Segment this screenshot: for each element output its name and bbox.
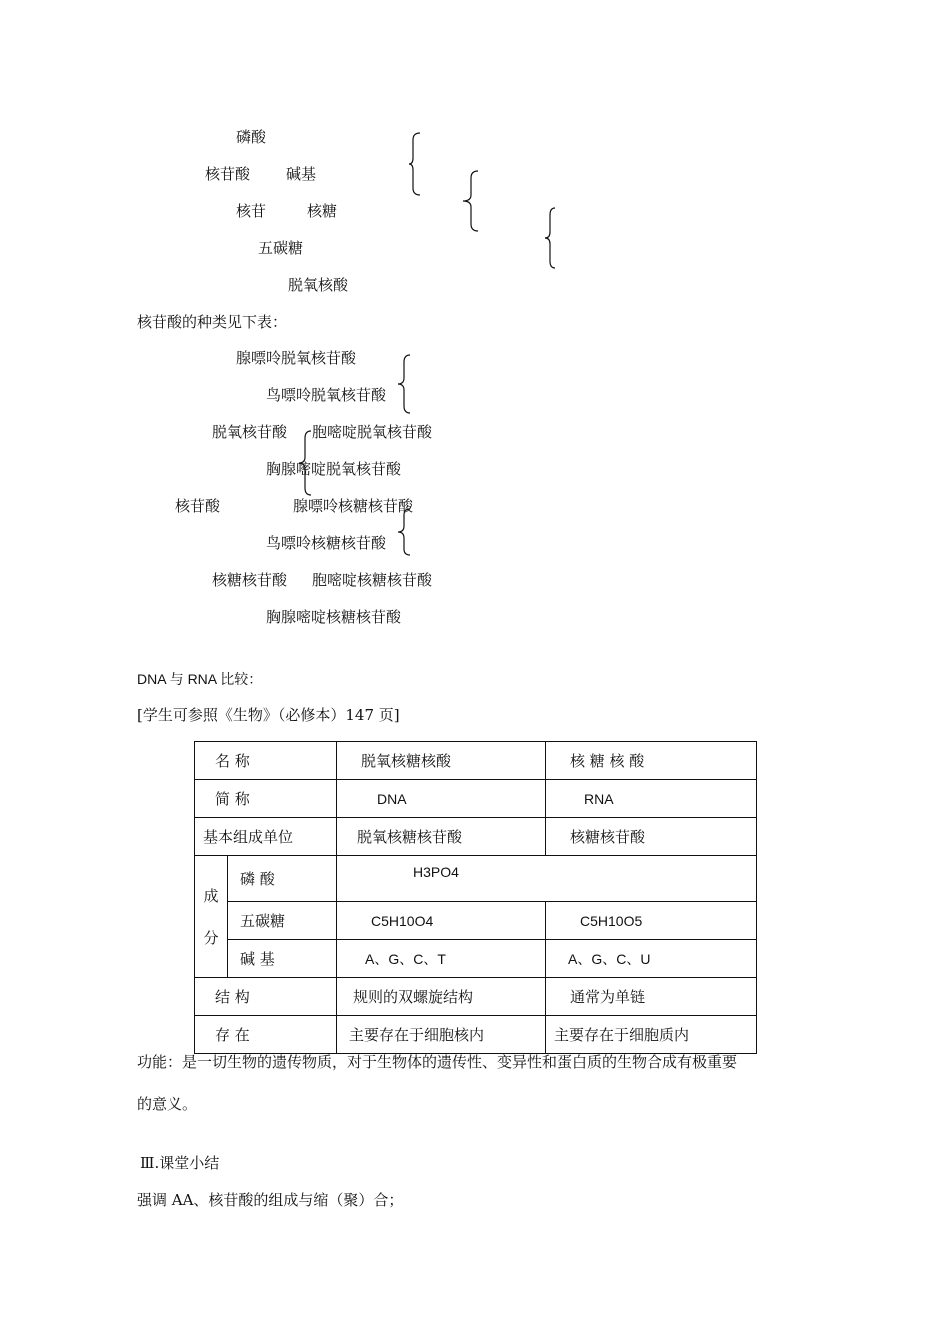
brace-5 — [298, 430, 312, 496]
ribo-group-label: 核糖核苷酸 — [212, 571, 288, 589]
tree1-nucleoside: 核苷 — [236, 202, 267, 220]
tree1-ribose: 核糖 — [307, 202, 338, 220]
tree1-nucleotide: 核苷酸 — [205, 165, 251, 183]
ribo-item-2: 鸟嘌呤核糖核苷酸 — [266, 534, 387, 552]
reference-note: [学生可参照《生物》（必修本）147 页] — [137, 706, 400, 724]
ribo-item-3: 胞嘧啶核糖核苷酸 — [312, 571, 433, 589]
table-cell: 规则的双螺旋结构 — [337, 978, 546, 1016]
table-cell: 碱 基 — [228, 940, 337, 978]
types-intro: 核苷酸的种类见下表： — [137, 313, 288, 331]
table-row — [195, 940, 757, 978]
summary-text: 强调 AA、核苷酸的组成与缩（聚）合； — [137, 1191, 404, 1209]
root-nucleotide-label: 核苷酸 — [175, 497, 221, 515]
table-cell: 结 构 — [195, 978, 337, 1016]
table-cell: 简 称 — [195, 780, 337, 818]
table-cell: 通常为单链 — [546, 978, 757, 1016]
summary-heading: Ⅲ.课堂小结 — [140, 1154, 220, 1172]
table-cell: A、G、C、T — [337, 940, 546, 978]
table-row — [195, 818, 757, 856]
table-row — [195, 742, 757, 780]
table-cell: 主要存在于细胞质内 — [546, 1016, 757, 1054]
table-cell: 名 称 — [195, 742, 337, 780]
ribo-item-1: 腺嘌呤核糖核苷酸 — [293, 497, 414, 515]
brace-4 — [397, 354, 411, 414]
table-cell: 五碳糖 — [228, 902, 337, 940]
compare-title: DNA 与 RNA 比较： — [137, 671, 263, 687]
dna-rna-comparison-table — [194, 741, 757, 1054]
table-cell: 核 糖 核 酸 — [546, 742, 757, 780]
component-label: 成 分 — [195, 856, 228, 978]
table-row — [195, 902, 757, 940]
table-cell: 存 在 — [195, 1016, 337, 1054]
table-cell: 脱氧核糖核酸 — [337, 742, 546, 780]
brace-1 — [408, 132, 422, 196]
brace-3 — [544, 207, 556, 269]
deoxy-item-4: 胸腺嘧啶脱氧核苷酸 — [266, 460, 402, 478]
tree1-phosphate: 磷酸 — [236, 128, 267, 146]
table-cell: RNA — [546, 780, 757, 818]
table-cell: 磷 酸 — [228, 856, 337, 902]
tree1-pentose: 五碳糖 — [258, 239, 304, 257]
table-row — [195, 978, 757, 1016]
table-row — [195, 856, 757, 902]
table-cell: C5H10O4 — [337, 902, 546, 940]
brace-6 — [397, 508, 411, 556]
table-row — [195, 1016, 757, 1054]
deoxy-item-2: 鸟嘌呤脱氧核苷酸 — [266, 386, 387, 404]
table-cell: 脱氧核糖核苷酸 — [337, 818, 546, 856]
tree1-base: 碱基 — [286, 165, 317, 183]
table-cell: C5H10O5 — [546, 902, 757, 940]
ribo-item-4: 胸腺嘧啶核糖核苷酸 — [266, 608, 402, 626]
table-cell: 基本组成单位 — [195, 818, 337, 856]
table-cell: 主要存在于细胞核内 — [337, 1016, 546, 1054]
table-row — [195, 780, 757, 818]
table-cell: 核糖核苷酸 — [546, 818, 757, 856]
deoxy-item-3: 胞嘧啶脱氧核苷酸 — [312, 423, 433, 441]
table-cell: A、G、C、U — [546, 940, 757, 978]
function-line-1: 功能：是一切生物的遗传物质，对于生物体的遗传性、变异性和蛋白质的生物合成有极重要 — [137, 1053, 738, 1071]
deoxy-item-1: 腺嘌呤脱氧核苷酸 — [236, 349, 357, 367]
deoxy-group-label: 脱氧核苷酸 — [212, 423, 288, 441]
table-cell: DNA — [337, 780, 546, 818]
tree1-deoxyribose-acid: 脱氧核酸 — [288, 276, 349, 294]
table-cell: H3PO4 — [337, 856, 757, 902]
function-line-2: 的意义。 — [137, 1095, 198, 1113]
brace-2 — [460, 170, 480, 232]
